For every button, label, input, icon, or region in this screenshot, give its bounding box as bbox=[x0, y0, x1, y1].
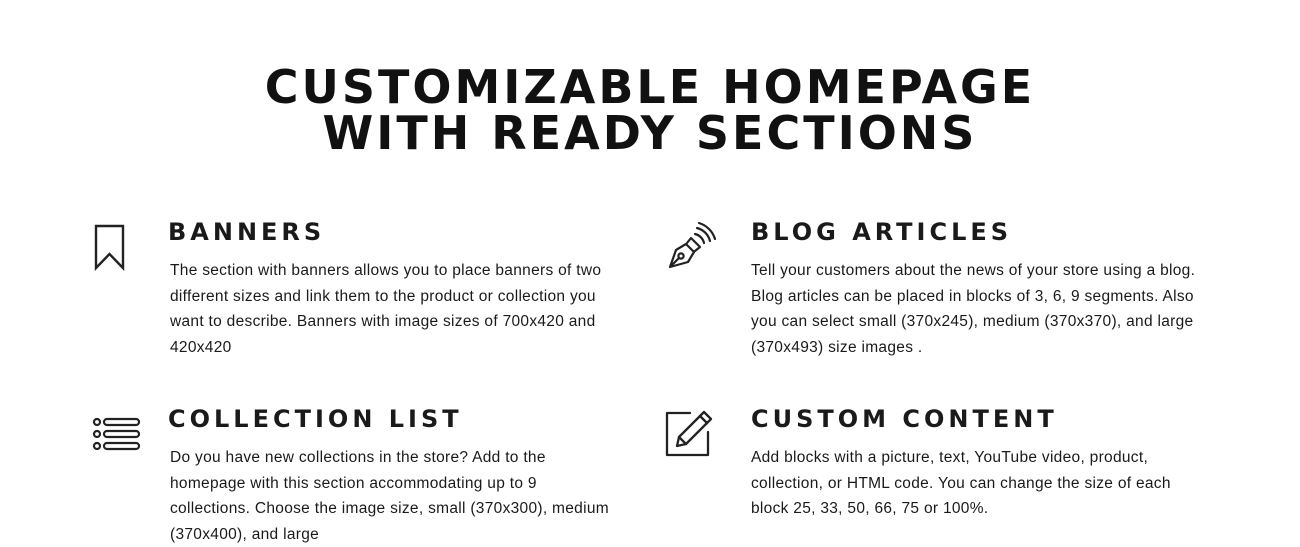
feature-text-blog-articles: Tell your customers about the news of your store using a blog. Blog articles can be placed in blocks of 3, 6, 9 segments. Also you can select small (370x245), medium (370x370), and large (370x493) size images . bbox=[751, 262, 1196, 356]
feature-title-banners: BANNERS bbox=[168, 218, 326, 246]
feature-title-blog-articles: BLOG ARTICLES bbox=[751, 218, 1013, 246]
edit-icon bbox=[664, 409, 714, 464]
bookmark-icon bbox=[92, 224, 128, 277]
pen-nib-icon bbox=[666, 221, 718, 278]
page-title-line-2: WITH READY SECTIONS bbox=[322, 106, 978, 160]
feature-title-custom-content: CUSTOM CONTENT bbox=[751, 405, 1058, 433]
list-icon bbox=[92, 417, 142, 456]
feature-title-collection-list: COLLECTION LIST bbox=[168, 405, 463, 433]
page-title-line-1: CUSTOMIZABLE HOMEPAGE bbox=[264, 60, 1036, 114]
page-title bbox=[0, 60, 1300, 160]
feature-text-collection-list: Do you have new collections in the store? Add to the homepage with this section accommodating up to 9 collections. Choose the image size, small (370x300), medium (370x400), and large bbox=[170, 449, 609, 543]
feature-text-custom-content: Add blocks with a picture, text, YouTube video, product, collection, or HTML code. You can change the size of each block 25, 33, 50, 66, 75 or 100%. bbox=[751, 449, 1171, 517]
feature-text-banners: The section with banners allows you to place banners of two different sizes and link them to the product or collection you want to describe. Banners with image sizes of 700x420 and 420x420 bbox=[170, 262, 602, 356]
